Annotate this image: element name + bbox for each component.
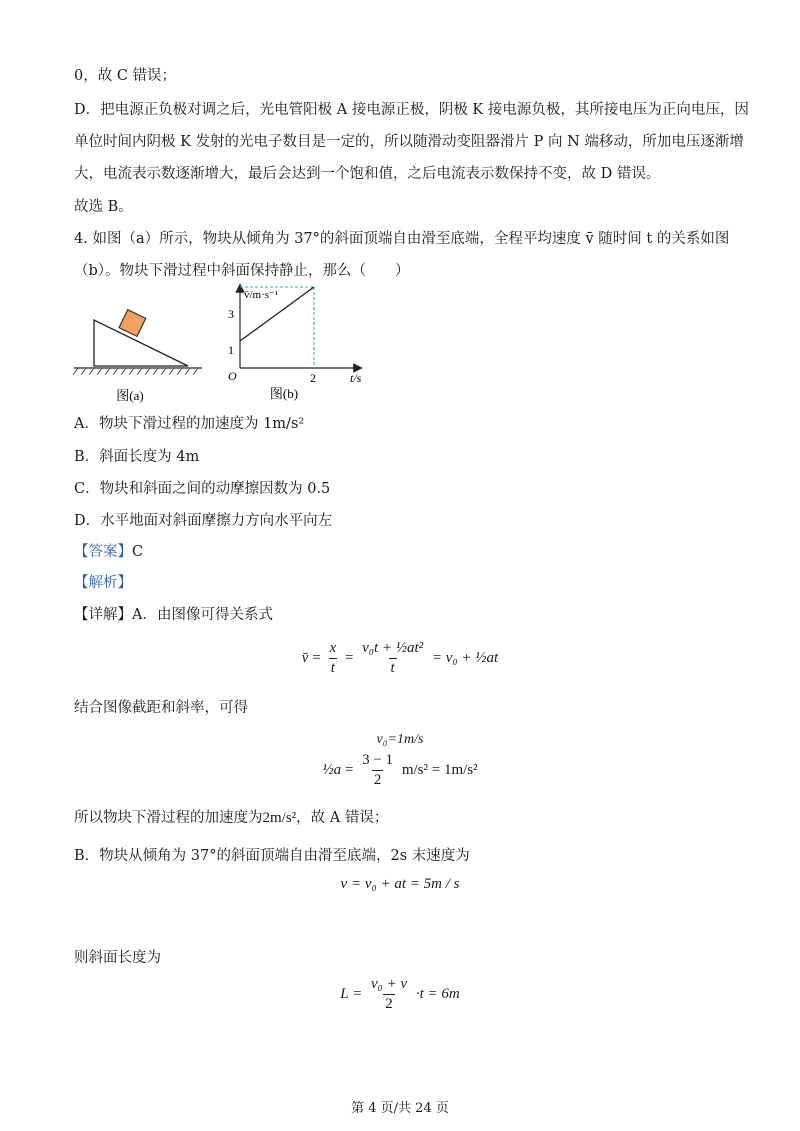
prev-choose: 故选 B。 — [74, 199, 133, 215]
combine-text: 结合图像截距和斜率，可得 — [74, 700, 248, 716]
question-line-2: （b）。物块下滑过程中斜面保持静止，那么（ ） — [74, 263, 410, 279]
detail-row — [74, 605, 273, 625]
equation-acceleration: ½a = $\frac{3 - 1}{2}$ m/s² = 1m/s² — [322, 752, 478, 788]
option-b: B．斜面长度为 4m — [74, 449, 200, 465]
equation-length: L = $\frac{\text{v₀ + v}}{2}$ ·t = 6m — [340, 976, 460, 1012]
figure-b-graph — [218, 282, 368, 412]
equation-v0: v₀=1m/s — [376, 732, 424, 747]
analysis-row — [74, 573, 132, 593]
answer-label: 【答案】 — [74, 544, 132, 560]
y-tick-3: 3 — [228, 307, 234, 321]
equation-average-velocity: v̄ = $\frac{x}{t}$ = $\frac{\text{v₀t + ½at²}}{t}$ = v₀ + ½at — [301, 640, 499, 676]
accel-result-row: 所以物块下滑过程的加速度为2m/s²，故 A 错误； — [74, 810, 389, 826]
prev-line-1: 0，故 C 错误； — [74, 68, 177, 84]
ground-hatching — [73, 368, 198, 375]
x-tick-2: 2 — [310, 371, 316, 385]
x-axis-label: t/s — [350, 371, 362, 385]
analysis-label: 【解析】 — [74, 575, 132, 591]
sliding-block — [119, 310, 146, 337]
figure-a-incline — [70, 300, 210, 410]
answer-row — [74, 542, 143, 562]
b-detail-text: B．物块从倾角为 37°的斜面顶端自由滑至底端，2s 末速度为 — [74, 848, 470, 864]
detail-label: 【详解】 — [74, 607, 132, 623]
answer-value: C — [132, 544, 144, 560]
detail-a-text: A．由图像可得关系式 — [132, 607, 273, 623]
length-text: 则斜面长度为 — [74, 950, 161, 966]
prev-d-line-2: 单位时间内阴极 K 发射的光电子数目是一定的，所以随滑动变阻器滑片 P 向 N 端移动，所加电压逐渐增 — [74, 134, 744, 150]
caption-b: 图(b) — [269, 386, 299, 401]
equation-final-velocity: v = v₀ + at = 5m / s — [340, 876, 460, 892]
origin-label: O — [228, 369, 237, 383]
y-axis-label: v̄/m·s⁻¹ — [244, 289, 279, 301]
page-footer: 第 4 页/共 24 页 — [351, 1101, 449, 1116]
caption-a: 图(a) — [116, 388, 144, 403]
option-a: A．物块下滑过程的加速度为 1m/s² — [74, 416, 305, 432]
option-c: C．物块和斜面之间的动摩擦因数为 0.5 — [74, 481, 331, 497]
question-line-1: 4. 如图（a）所示，物块从倾角为 37°的斜面顶端自由滑至底端，全程平均速度 v̄ 随时间 t 的关系如图 — [74, 231, 730, 247]
prev-d-line-1: D．把电源正负极对调之后，光电管阳极 A 接电源正极，阴极 K 接电源负极，其所接电压为正向电压，因 — [74, 102, 749, 118]
y-tick-1: 1 — [228, 343, 234, 357]
prev-d-line-3: 大，电流表示数逐渐增大，最后会达到一个饱和值，之后电流表示数保持不变，故 D 错误。 — [74, 166, 661, 182]
option-d: D．水平地面对斜面摩擦力方向水平向左 — [74, 513, 333, 529]
